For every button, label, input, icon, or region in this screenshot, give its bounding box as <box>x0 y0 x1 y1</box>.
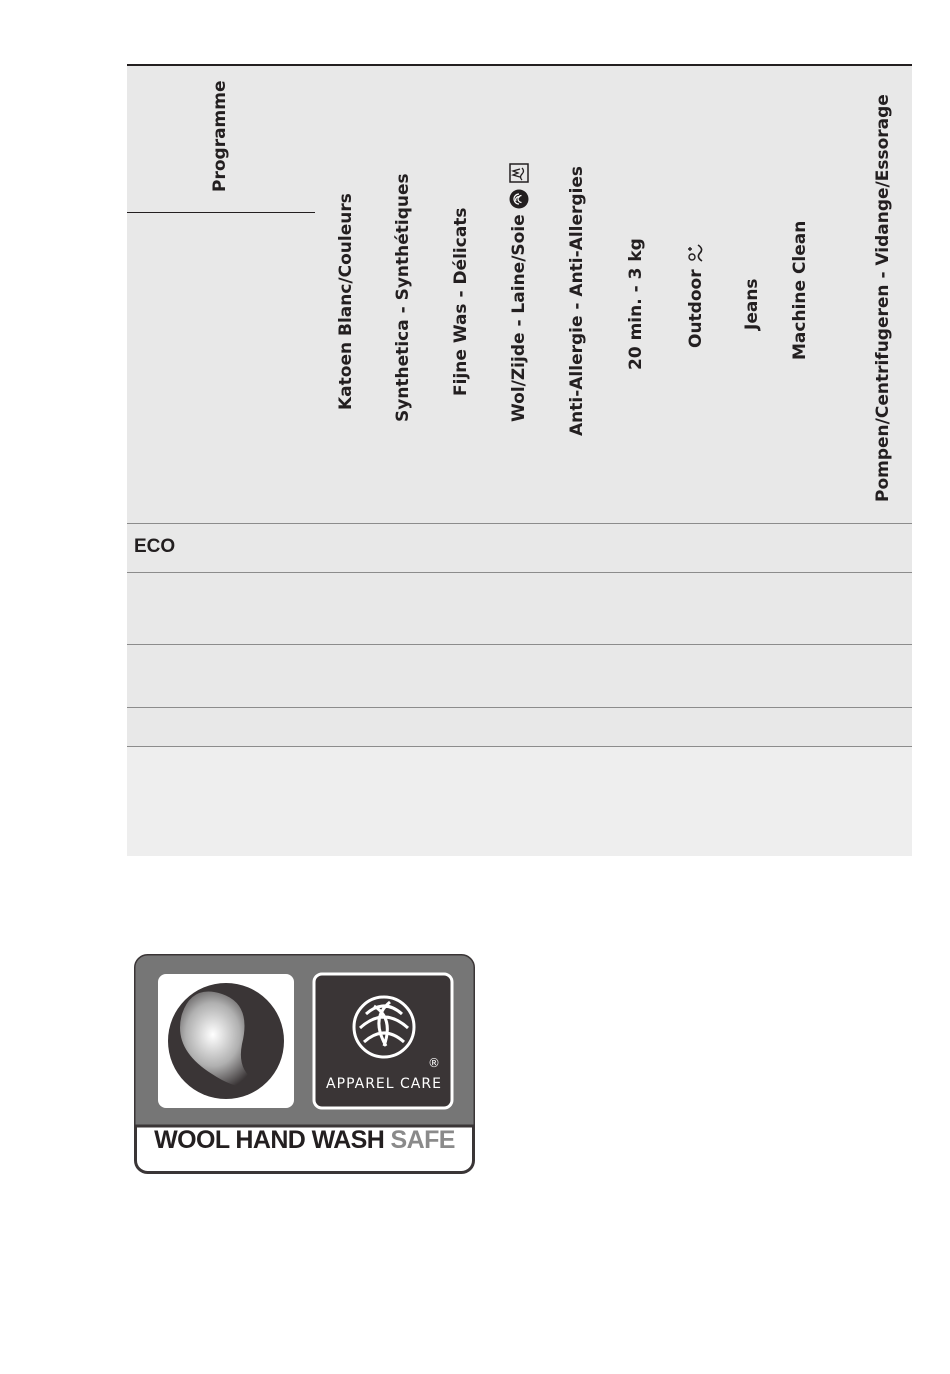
woolmark-logo <box>134 954 475 1174</box>
header-underline <box>127 212 315 213</box>
row-divider <box>127 523 912 524</box>
apparel-care-label: APPAREL CARE <box>326 1076 442 1092</box>
woolmark-small-icon <box>508 188 530 210</box>
handwash-icon <box>508 162 530 184</box>
programme-table <box>127 64 912 856</box>
programme-label-20-min: 20 min. - 3 kg <box>626 238 646 370</box>
programme-label-fijne-was: Fijne Was - Délicats <box>451 207 471 396</box>
row-divider <box>127 707 912 708</box>
programme-header: Programme <box>210 80 230 192</box>
programme-label-wol-zijde: Wol/Zijde - Laine/Soie <box>508 162 530 422</box>
row-divider <box>127 644 912 645</box>
programme-label-synthetica: Synthetica - Synthétiques <box>393 173 413 422</box>
programme-label-outdoor: Outdoor <box>684 241 708 348</box>
table-top-rule <box>127 64 912 66</box>
row-divider <box>127 572 912 573</box>
programme-label-machine-clean: Machine Clean <box>790 220 810 360</box>
eco-row-label: ECO <box>134 536 176 557</box>
table-bottom-band <box>127 747 912 856</box>
programme-label-anti-allergie: Anti-Allergie - Anti-Allergies <box>567 165 587 436</box>
programme-label-jeans: Jeans <box>742 278 762 330</box>
registered-mark: ® <box>428 1056 440 1070</box>
wool-hand-wash-safe-label: WOOL HAND WASH SAFE <box>154 1126 455 1154</box>
programme-label-pompen: Pompen/Centrifugeren - Vidange/Essorage <box>873 94 893 502</box>
programme-label-katoen: Katoen Blanc/Couleurs <box>336 193 356 410</box>
outdoor-icon <box>684 241 708 265</box>
